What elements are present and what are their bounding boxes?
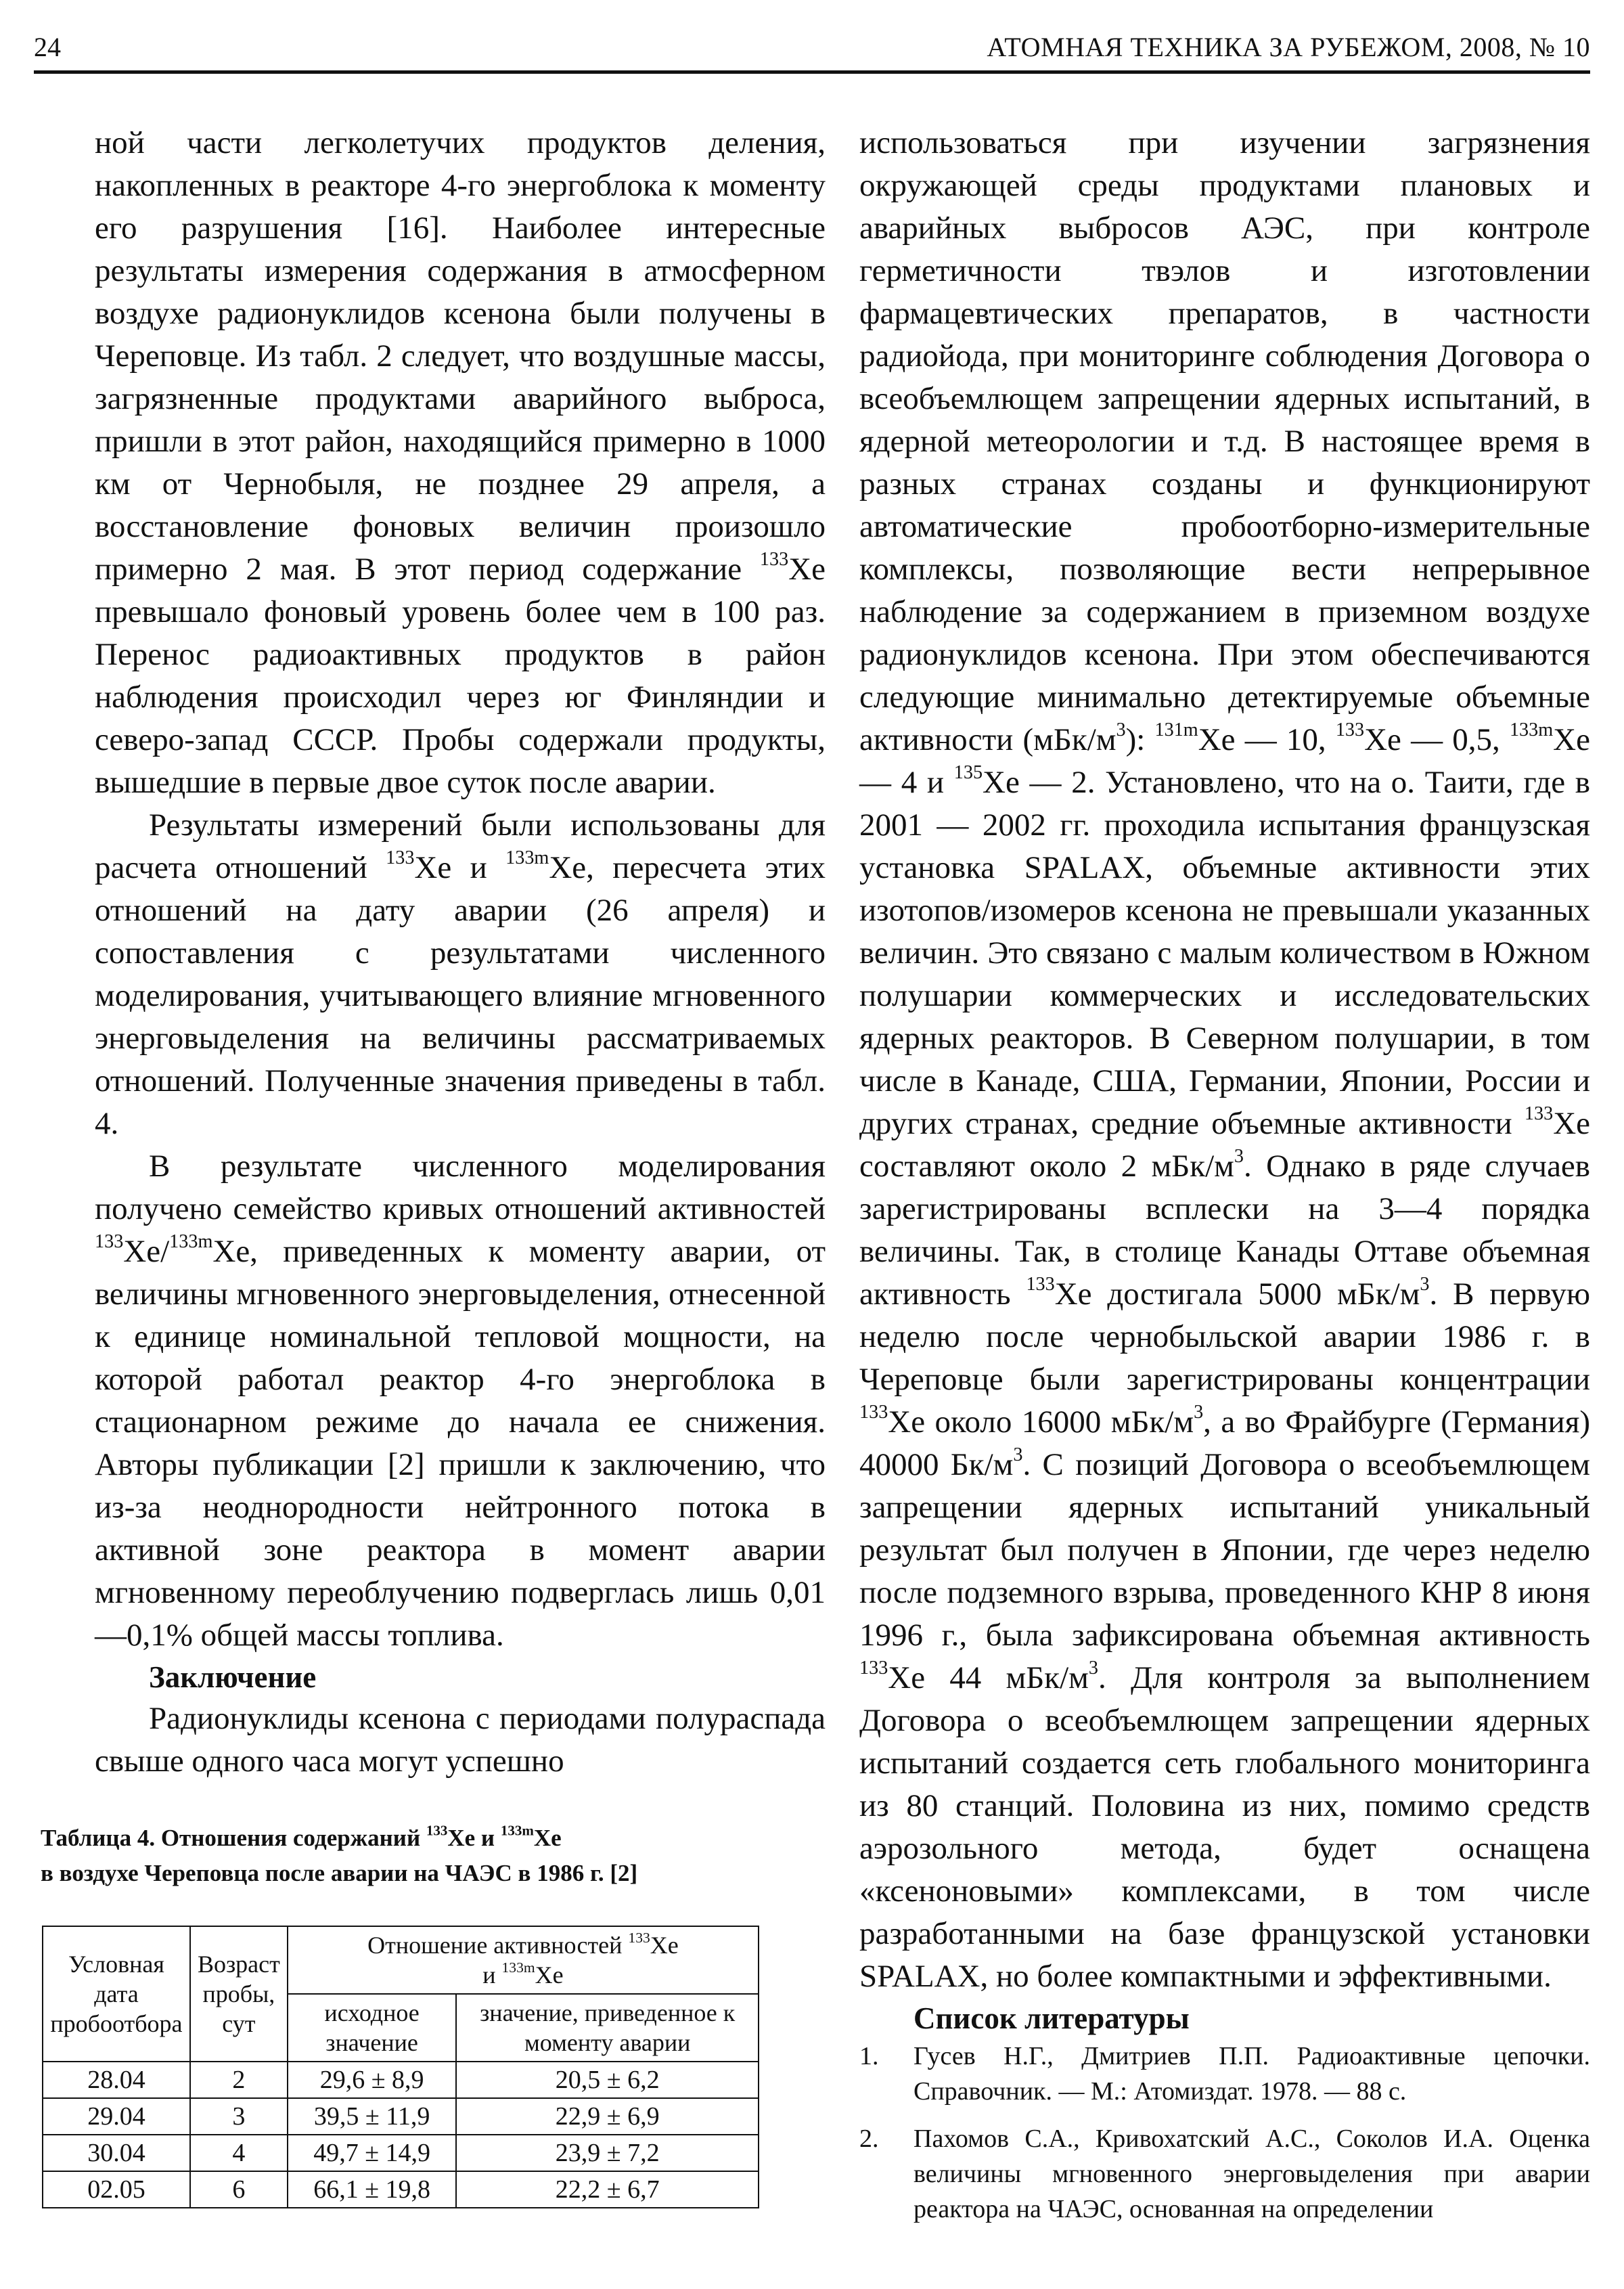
paragraph: Результаты измерений были использованы для расчета отношений $^{133}$Xe и $^{133m}$Xe, пересчета этих отношений на дату аварии (26 апреля) и сопоставления с результатами численного моделирования, учитывающего влияние мгновенного энерговыделения на величины рассматриваемых отношений. Полученные значения приведены в табл. 4.	[95, 807, 826, 1141]
table-row	[43, 2062, 759, 2098]
cell-reduced: 20,5 ± 6,2	[456, 2062, 759, 2098]
running-header	[34, 26, 1590, 74]
cell-date: 02.05	[43, 2171, 190, 2208]
header-rule	[34, 70, 1590, 74]
left-column	[95, 122, 826, 1783]
table-row	[43, 2098, 759, 2135]
reference-list	[859, 2039, 1590, 2227]
col-header-date: Условная дата пробоотбора	[43, 1926, 190, 2062]
group-header-ratio: Отношение активностей $^{133}$Xe и $^{133m}$Xe	[288, 1926, 759, 1994]
col-header-initial: исходное значение	[288, 1994, 456, 2062]
section-heading-literature: Список литературы	[914, 2001, 1190, 2035]
paragraph: Радионуклиды ксенона с периодами полураспада свыше одного часа могут успешно	[95, 1701, 826, 1779]
cell-initial: 66,1 ± 19,8	[288, 2171, 456, 2208]
cell-initial: 49,7 ± 14,9	[288, 2135, 456, 2171]
list-item: 2. Пахомов С.А., Кривохатский А.С., Соколов И.А. Оценка величины мгновенного энерговыделения при аварии реактора на ЧАЭС, основанная на определении	[859, 2125, 1590, 2223]
cell-age: 3	[190, 2098, 288, 2135]
right-column	[859, 122, 1590, 2239]
section-heading-conclusion: Заключение	[149, 1660, 317, 1694]
cell-reduced: 23,9 ± 7,2	[456, 2135, 759, 2171]
journal-title: АТОМНАЯ ТЕХНИКА ЗА РУБЕЖОМ, 2008, № 10	[987, 32, 1590, 62]
cell-age: 6	[190, 2171, 288, 2208]
paragraph: использоваться при изучении загрязнения окружающей среды продуктами плановых и аварийных выбросов АЭС, при контроле герметичности твэлов и изготовлении фармацевтических препаратов, в частности радиойода, при мониторинге соблюдения Договора о всеобъемлющем запрещении ядерных испытаний, в ядерной метеорологии и т.д. В настоящее время в разных странах созданы и функционируют автоматические пробоотборно-измерительные комплексы, позволяющие вести непрерывное наблюдение за содержанием в приземном воздухе радионуклидов ксенона. При этом обеспечиваются следующие минимально детектируемые объемные активности $(мБк/м^3)$: $^{131m}$Xe — 10, $^{133}$Xe — 0,5, $^{133m}$Xe — 4 и $^{135}$Xe — 2. Установлено, что на о. Таити, где в 2001 — 2002 гг. проходила испытания французская установка SPALAX, объемные активности этих изотопов/изомеров ксенона не превышали указанных величин. Это связано с малым количеством в Южном полушарии коммерческих и исследовательских ядерных реакторов. В Северном полушарии, в том числе в Канаде, США, Германии, Японии, России и других странах, средние объемные активности $^{133}$Xe составляют около 2 мБк/$м^3$. Однако в ряде случаев зарегистрированы всплески на 3—4 порядка величины. Так, в столице Канады Оттаве объемная активность $^{133}$Xe достигала 5000 мБк/$м^3$. В первую неделю после чернобыльской аварии 1986 г. в Череповце были зарегистрированы концентрации $^{133}$Xe около 16000 мБк/$м^3$, а во Фрайбурге (Германия) 40000 $Бк/м^3$. С позиций Договора о всеобъемлющем запрещении ядерных испытаний уникальный результат был получен в Японии, где через неделю после подземного взрыва, проведенного КНР 8 июня 1996 г., была зафиксирована объемная активность $^{133}$Xe 44 мБк/$м^3$. Для контроля за выполнением Договора о всеобъемлющем запрещении ядерных испытаний создается сеть глобального мониторинга из 80 станций. Половина из них, помимо средств аэрозольного метода, будет оснащена «ксеноновыми» комплексами, в том числе разработанными на базе французской установки SPALAX, но более компактными и эффективными.	[859, 125, 1591, 1994]
cell-reduced: 22,2 ± 6,7	[456, 2171, 759, 2208]
col-header-reduced: значение, приведенное к моменту аварии	[456, 1994, 759, 2062]
paragraph: ной части легколетучих продуктов деления, накопленных в реакторе 4-го энергоблока к моменту его разрушения [16]. Наиболее интересные результаты измерения содержания в атмосферном воздухе радионуклидов ксенона были получены в Череповце. Из табл. 2 следует, что воздушные массы, загрязненные продуктами аварийного выброса, пришли в этот район, находящийся примерно в 1000 км от Чернобыля, не позднее 29 апреля, а восстановление фоновых величин произошло примерно 2 мая. В этот период содержание $^{133}$Xe превышало фоновый уровень более чем в 100 раз. Перенос радиоактивных продуктов в район наблюдения происходил через юг Финляндии и северо-запад СССР. Пробы содержали продукты, вышедшие в первые двое суток после аварии.	[95, 125, 826, 800]
col-header-age: Возраст пробы, сут	[190, 1926, 288, 2062]
list-item: 1. Гусев Н.Г., Дмитриев П.П. Радиоактивные цепочки. Справочник. — М.: Атомиздат. 1978. — 88 с.	[859, 2042, 1590, 2106]
cell-age: 4	[190, 2135, 288, 2171]
cell-initial: 39,5 ± 11,9	[288, 2098, 456, 2135]
cell-age: 2	[190, 2062, 288, 2098]
cell-date: 30.04	[43, 2135, 190, 2171]
cell-date: 28.04	[43, 2062, 190, 2098]
table-row	[43, 2135, 759, 2171]
cell-date: 29.04	[43, 2098, 190, 2135]
data-table	[42, 1926, 759, 2208]
paragraph: В результате численного моделирования получено семейство кривых отношений активностей $^{133}$Xe/$^{133m}$Xe, приведенных к моменту аварии, от величины мгновенного энерговыделения, отнесенной к единице номинальной тепловой мощности, на которой работал реактор 4-го энергоблока в стационарном режиме до начала ее снижения. Авторы публикации [2] пришли к заключению, что из-за неоднородности нейтронного потока в активной зоне реактора в момент аварии мгновенному переоблучению подверглась лишь 0,01—0,1% общей массы топлива.	[95, 1149, 826, 1653]
cell-reduced: 22,9 ± 6,9	[456, 2098, 759, 2135]
table-caption: Таблица 4. Отношения содержаний $^{133}$Xe и $^{133m}$Xe в воздухе Череповца после аварии на ЧАЭС в 1986 г. [2]	[41, 1822, 638, 1886]
page-number: 24	[34, 32, 61, 62]
table-row	[43, 2171, 759, 2208]
cell-initial: 29,6 ± 8,9	[288, 2062, 456, 2098]
